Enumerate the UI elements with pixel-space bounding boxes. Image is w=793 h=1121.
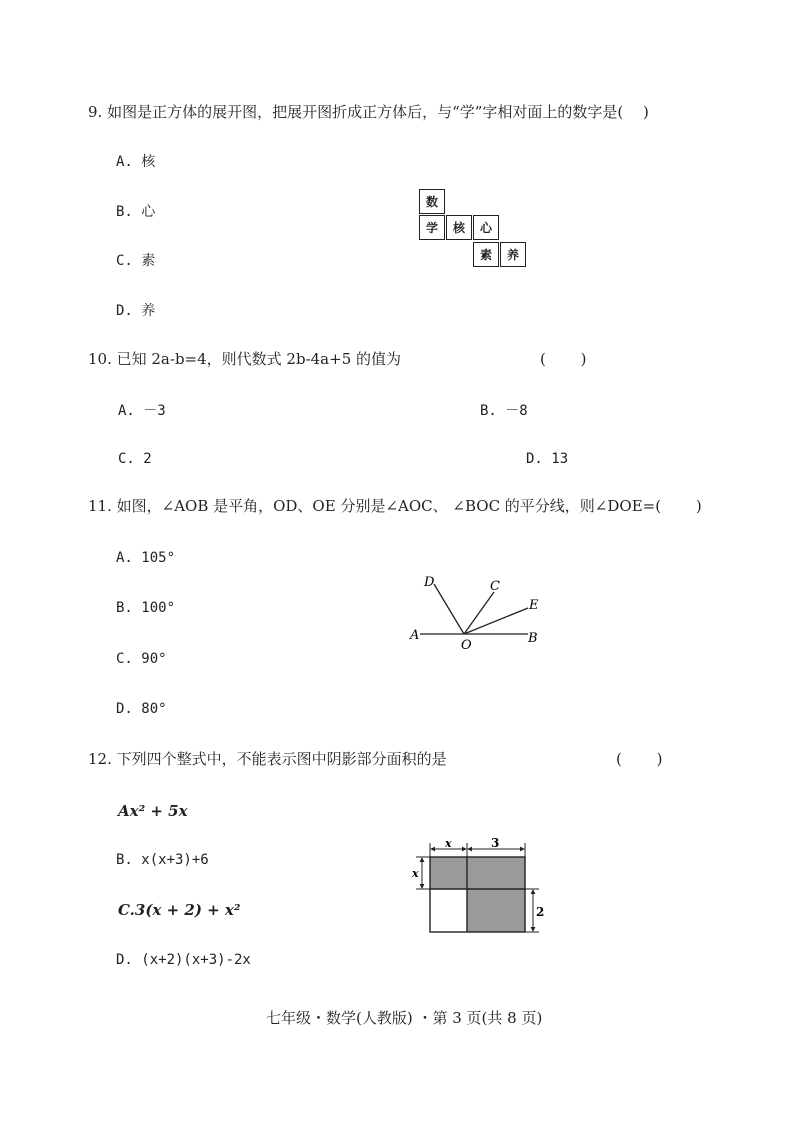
page-footer: 七年级・数学(人教版) ・第 3 页(共 8 页): [266, 1009, 543, 1027]
q10-option-d: D. 13: [526, 451, 569, 467]
label-x-side: x: [412, 867, 419, 880]
q10-option-b: B. －8: [480, 403, 528, 419]
point-label-o: O: [461, 638, 472, 653]
net-cell-4: 心: [473, 215, 499, 240]
q12-option-d: D. (x+2)(x+3)-2x: [116, 952, 251, 968]
q9-option-d: D. 养: [116, 303, 156, 319]
point-label-b: B: [528, 631, 538, 646]
q11-stem: 11. 如图，∠AOB 是平角，OD、OE 分别是∠AOC、 ∠BOC 的平分线，则∠DOE=( ): [88, 497, 702, 515]
label-x-top: x: [445, 837, 452, 850]
point-label-d: D: [424, 575, 435, 590]
q11-option-b: B. 100°: [116, 600, 176, 616]
label-three: 3: [491, 836, 500, 850]
q10-answer-paren: ( ): [540, 350, 587, 368]
point-label-a: A: [410, 628, 420, 643]
q11-option-d: D. 80°: [116, 701, 167, 717]
q9-option-b: B. 心: [116, 204, 156, 220]
point-label-e: E: [529, 598, 539, 613]
point-label-c: C: [490, 579, 500, 594]
q11-option-c: C. 90°: [116, 651, 167, 667]
net-cell-5: 素: [473, 242, 499, 267]
q12-stem: 12. 下列四个整式中，不能表示图中阴影部分面积的是: [88, 750, 447, 768]
net-cell-2: 学: [419, 215, 445, 240]
label-two: 2: [536, 905, 545, 919]
shaded-square: [430, 857, 467, 889]
shaded-area-figure: [405, 830, 555, 940]
q12-option-b: B. x(x+3)+6: [116, 852, 209, 868]
q10-option-a: A. －3: [118, 403, 166, 419]
net-cell-1: 数: [419, 189, 445, 214]
q9-option-a: A. 核: [116, 154, 156, 170]
q11-option-a: A. 105°: [116, 550, 176, 566]
q12-option-a: Ax² + 5x: [118, 802, 188, 820]
q12-answer-paren: ( ): [616, 750, 663, 768]
q9-option-c: C. 素: [116, 253, 156, 269]
q10-option-c: C. 2: [118, 451, 152, 467]
q10-stem: 10. 已知 2a-b=4，则代数式 2b-4a+5 的值为: [88, 350, 402, 368]
net-cell-6: 养: [500, 242, 526, 267]
q12-option-c: C.3(x + 2) + x²: [118, 901, 241, 919]
q9-stem: 9. 如图是正方体的展开图，把展开图折成正方体后，与“学”字相对面上的数字是( ): [88, 103, 649, 121]
net-cell-3: 核: [446, 215, 472, 240]
shaded-rectangle: [467, 857, 525, 932]
angle-figure: [400, 568, 560, 658]
